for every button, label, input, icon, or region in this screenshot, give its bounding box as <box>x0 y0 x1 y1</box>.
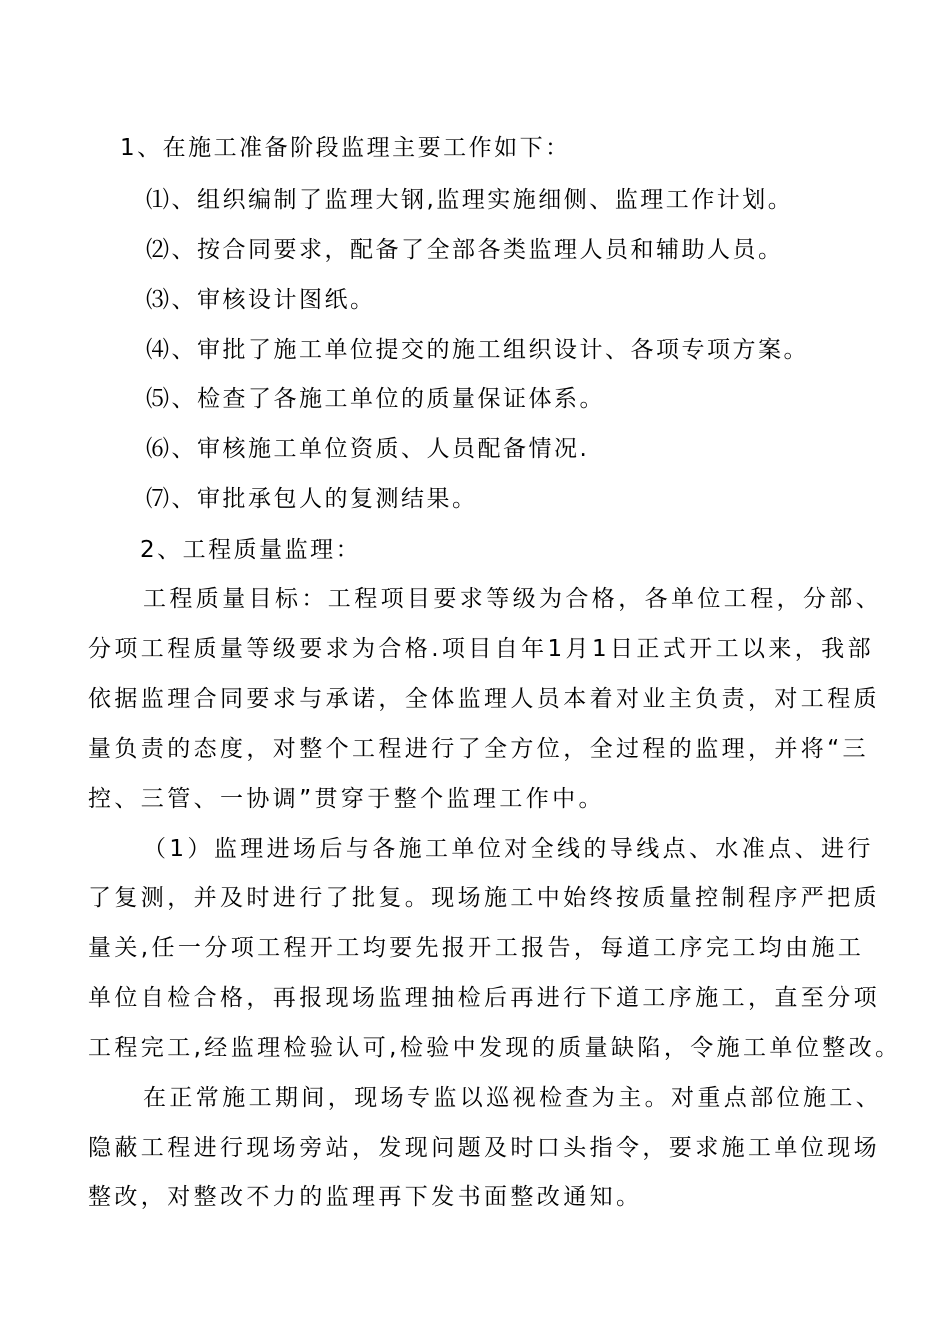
paragraph-line: 单位自检合格，再报现场监理抽检后再进行下道工序施工，直至分项 <box>88 985 880 1011</box>
paragraph-line: 整改，对整改不力的监理再下发书面整改通知。 <box>88 1184 643 1210</box>
paragraph-line: 量关,任一分项工程开工均要先报开工报告，每道工序完工均由施工 <box>88 935 865 961</box>
list-item: ⑷、审批了施工单位提交的施工组织设计、各项专项方案。 <box>146 337 809 363</box>
list-item: ⑹、审核施工单位资质、人员配备情况. <box>146 436 590 462</box>
paragraph-line: 工程完工,经监理检验认可,检验中发现的质量缺陷，令施工单位整改。 <box>88 1035 902 1061</box>
list-item: ⑸、检查了各施工单位的质量保证体系。 <box>146 386 605 412</box>
list-item: ⑶、审核设计图纸。 <box>146 287 376 313</box>
paragraph-line: 控、三管、一协调”贯穿于整个监理工作中。 <box>88 786 605 812</box>
section-2-heading: 2、工程质量监理： <box>140 537 362 563</box>
paragraph-line: 工程质量目标：工程项目要求等级为合格，各单位工程，分部、 <box>143 586 883 612</box>
paragraph-line: 了复测，并及时进行了批复。现场施工中始终按质量控制程序严把质 <box>88 885 880 911</box>
paragraph-line: 在正常施工期间，现场专监以巡视检查为主。对重点部位施工、 <box>143 1085 883 1111</box>
paragraph-line: 依据监理合同要求与承诺，全体监理人员本着对业主负责，对工程质 <box>88 686 880 712</box>
list-item: ⑵、按合同要求，配备了全部各类监理人员和辅助人员。 <box>146 237 784 263</box>
section-1-heading: 1、在施工准备阶段监理主要工作如下： <box>120 135 571 161</box>
paragraph-line: 分项工程质量等级要求为合格.项目自年1月1日正式开工以来，我部 <box>88 636 874 662</box>
paragraph-line: 隐蔽工程进行现场旁站，发现问题及时口头指令，要求施工单位现场 <box>88 1135 880 1161</box>
list-item: ⑺、审批承包人的复测结果。 <box>146 486 478 512</box>
paragraph-line: 量负责的态度，对整个工程进行了全方位，全过程的监理，并将“三 <box>88 736 869 762</box>
paragraph-line: （1）监理进场后与各施工单位对全线的导线点、水准点、进行 <box>143 836 874 862</box>
list-item: ⑴、组织编制了监理大钢,监理实施细侧、监理工作计划。 <box>146 187 794 213</box>
